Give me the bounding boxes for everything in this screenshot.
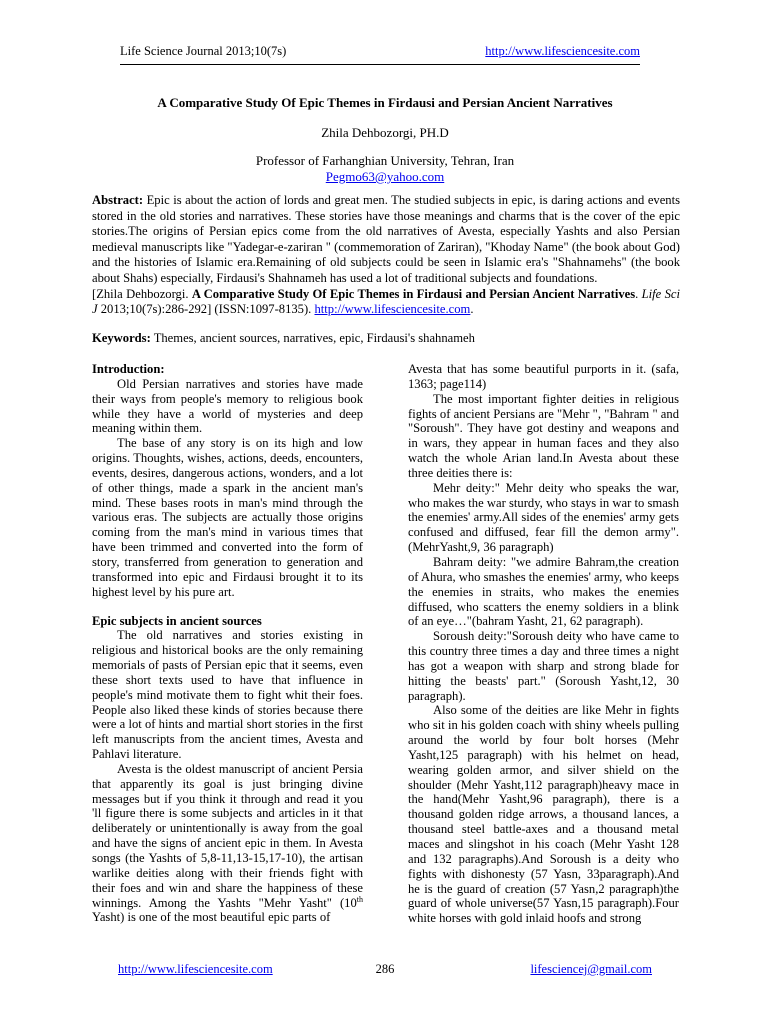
keywords-label: Keywords: bbox=[92, 331, 151, 345]
keywords-text: Themes, ancient sources, narratives, epic, Firdausi's shahnameh bbox=[153, 331, 475, 345]
paragraph: The most important fighter deities in religious fights of ancient Persians are "Mehr ", "Bahram " and "Soroush". They have got destiny and weapons and in wars, they appear in human faces and they also watch the whole Arian land.In Avesta about these three deities there is: bbox=[408, 391, 679, 480]
page-number: 286 bbox=[375, 962, 395, 976]
citation-prefix: [Zhila Dehbozorgi. bbox=[92, 286, 192, 301]
paragraph: Bahram deity: "we admire Bahram,the creation of Ahura, who smashes the enemies' army, who keeps the enemies in straits, who makes the enemies diffused, who scatters the enemy soldiers in a blink of an eye…"(bahram Yasht, 21, 62 paragraph). bbox=[408, 554, 679, 629]
paragraph-text: Avesta is the oldest manuscript of ancient Persia that apparently its goal is just bringing divine messages but if you think it through and read it you 'll figure there is some subjects and articles in it that deliberately or unintentionally is away from the goal and have the signs of ancient epic in them. In Avesta songs (the Yashts of 5,8-11,13-15,17-10), the artisan warlike deities along with their friends fight with their foes and win and share the happiness of these winnings. Among the Yashts "Mehr Yasht" (10 bbox=[92, 761, 363, 910]
paragraph-text: Yasht) is one of the most beautiful epic parts of bbox=[92, 910, 331, 925]
footer-email-link[interactable]: lifesciencej@gmail.com bbox=[530, 962, 652, 976]
affiliation: Professor of Farhanghian University, Tehran, Iran bbox=[255, 153, 515, 168]
page-footer bbox=[118, 962, 652, 980]
superscript: th bbox=[356, 894, 363, 904]
paragraph: Also some of the deities are like Mehr in fights who sit in his golden coach with shiny wheels pulling around the world by four bolt horses (Mehr Yasht,125 paragraph) with his helmet on head, wearing golden armor, and silver shield on the shoulder (Mehr Yasht,112 paragraph)heavy mace in the hand(Mehr Yasht,96 paragraph), there is a thousand golden ridge arrows, a thousand lances, a thousand steel battle-axes and a thousand metal maces and slingshot in his coach (Mehr Yasht 128 and 132 paragraphs).And Soroush is a deity who fights with dishonesty (57 Yasn, 33paragraph).And he is the guard of creation (57 Yasn,2 paragraph)the guard of whole universe(57 Yasn,15 paragraph).Four white horses with gold inlaid hoofs and strong bbox=[408, 703, 679, 926]
abstract-label: Abstract: bbox=[92, 193, 144, 207]
paragraph: Avesta that has some beautiful purports in it. (safa, 1363; page114) bbox=[408, 362, 679, 391]
footer-url-link[interactable]: http://www.lifesciencesite.com bbox=[118, 962, 273, 976]
paragraph bbox=[92, 762, 363, 925]
paragraph: Soroush deity:"Soroush deity who have came to this country three times a day and three times a night has got a weapon with sharp and strong blade for hitting the beasts' part." (Soroush Yasht,12, 30 paragraph). bbox=[408, 629, 679, 703]
citation-journal: Life Sci J bbox=[92, 286, 680, 317]
paragraph: The base of any story is on its high and low origins. Thoughts, wishes, actions, deeds, encounters, events, desires, dangerous actions, wonders, and a lot of other things, made a spark in the ancient man's mind. These bases roots in man's mind through the various eras. The subjects are actually those origins coming from the man's mind in various times that have been trimmed and converted into the form of story, transferred from generation to generation and transformed into epic and Firdausi brought it to its highest level by his pure art. bbox=[92, 436, 363, 599]
paragraph: Mehr deity:" Mehr deity who speaks the war, who makes the war sturdy, who stays in war to smash the enemies' army.All sides of the enemies' army gets confused and diffused, fear fill the demon army". (MehrYasht,9, 36 paragraph) bbox=[408, 480, 679, 555]
introduction-heading: Introduction: bbox=[92, 362, 165, 376]
abstract-text: Epic is about the action of lords and great men. The studied subjects in epic, is daring actions and events stored in the old stories and narratives. These stories have those meanings and charms that is the cover of the epic stories.The origins of Persian epics come from the old narratives of Avesta, especially Yashts and also Persian medieval manuscripts like "Yadegar-e-zariran " (commemoration of Zariran), "Khoday Name" (the book about God) and the histories of Islamic era.Remaining of old subjects could be seen in Islamic era's "Shahnamehs" (the book about Shahs) especially, Firdausi's Shahnameh has used a lot of traditional subjects and foundations. bbox=[92, 193, 680, 285]
citation-title: A Comparative Study Of Epic Themes in Firdausi and Persian Ancient Narratives bbox=[191, 286, 636, 301]
running-header bbox=[120, 44, 640, 65]
paper-title: A Comparative Study Of Epic Themes in Firdausi and Persian Ancient Narratives bbox=[157, 95, 613, 110]
abstract bbox=[92, 193, 680, 318]
affiliation-block bbox=[92, 153, 678, 185]
paragraph: Old Persian narratives and stories have made their ways from people's memory to religious book while they have a world of mysteries and deep meaning within them. bbox=[92, 376, 363, 436]
left-column bbox=[92, 362, 363, 925]
right-column bbox=[408, 362, 679, 926]
author-name: Zhila Dehbozorgi, PH.D bbox=[321, 125, 449, 140]
keywords bbox=[92, 331, 680, 347]
citation-end: . bbox=[470, 302, 474, 317]
paragraph: The old narratives and stories existing in religious and historical books are the only remaining memorials of pasts of Persian epic that it seems, even these short texts used to have that influence in people's mind motivate them to fight whit their foes. People also liked these kinds of stories because there were a lot of hints and martial short stories in the first left manuscripts from the ancient times, Avesta and Pahlavi literature. bbox=[92, 628, 363, 762]
citation-url-link[interactable]: http://www.lifesciencesite.com bbox=[314, 302, 471, 317]
citation-separator: . bbox=[635, 286, 642, 301]
citation-details: 2013;10(7s):286-292] (ISSN:1097-8135). bbox=[97, 302, 315, 317]
header-url-link[interactable]: http://www.lifesciencesite.com bbox=[485, 44, 640, 58]
author-email-link[interactable]: Pegmo63@yahoo.com bbox=[325, 169, 445, 184]
journal-citation: Life Science Journal 2013;10(7s) bbox=[120, 44, 287, 58]
epic-subjects-heading: Epic subjects in ancient sources bbox=[92, 613, 262, 628]
